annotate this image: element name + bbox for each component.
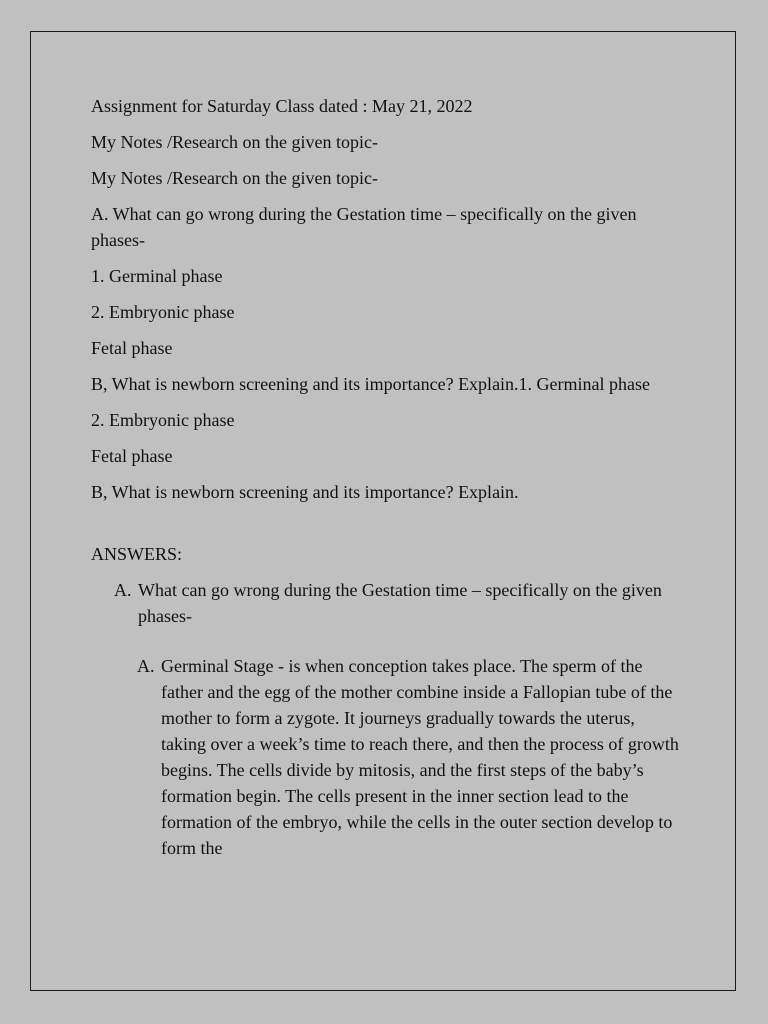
question-b: B, What is newborn screening and its importance? Explain.1. Germinal phase <box>91 374 651 394</box>
phase-fetal-repeat: Fetal phase <box>91 446 173 466</box>
phase-fetal: Fetal phase <box>91 338 173 358</box>
assignment-title: Assignment for Saturday Class dated : May 21, 2022 <box>91 96 473 116</box>
list-marker: A. <box>114 580 132 600</box>
germinal-stage-text: Germinal Stage - is when conception takes place. The sperm of the father and the egg of the mother combine inside a Fallopian tube of the mother to form a zygote. It journeys gradually towards the uterus, taking over a week’s time to reach there, and then the process of growth begins. The cells divide by mitosis, and the first steps of the baby’s formation begin. The cells present in the inner section lead to the formation of the embryo, while the cells in the outer section develop to form the <box>161 656 679 858</box>
phase-germinal: 1. Germinal phase <box>91 266 223 286</box>
question-b-repeat: B, What is newborn screening and its importance? Explain. <box>91 482 519 502</box>
question-a: A. What can go wrong during the Gestation time – specifically on the given phases- <box>91 204 637 250</box>
answer-a-text: What can go wrong during the Gestation time – specifically on the given phases- <box>138 580 662 626</box>
phase-embryonic-repeat: 2. Embryonic phase <box>91 410 235 430</box>
section-spacer <box>91 515 681 541</box>
phase-embryonic: 2. Embryonic phase <box>91 302 235 322</box>
notes-heading-repeat: My Notes /Research on the given topic- <box>91 168 378 188</box>
notes-heading: My Notes /Research on the given topic- <box>91 132 378 152</box>
list-marker: A. <box>137 656 155 676</box>
germinal-stage-item <box>91 653 681 861</box>
answers-heading: ANSWERS: <box>91 544 183 564</box>
document-page <box>30 31 736 991</box>
document-body <box>91 93 681 861</box>
answer-a-item <box>91 577 681 629</box>
